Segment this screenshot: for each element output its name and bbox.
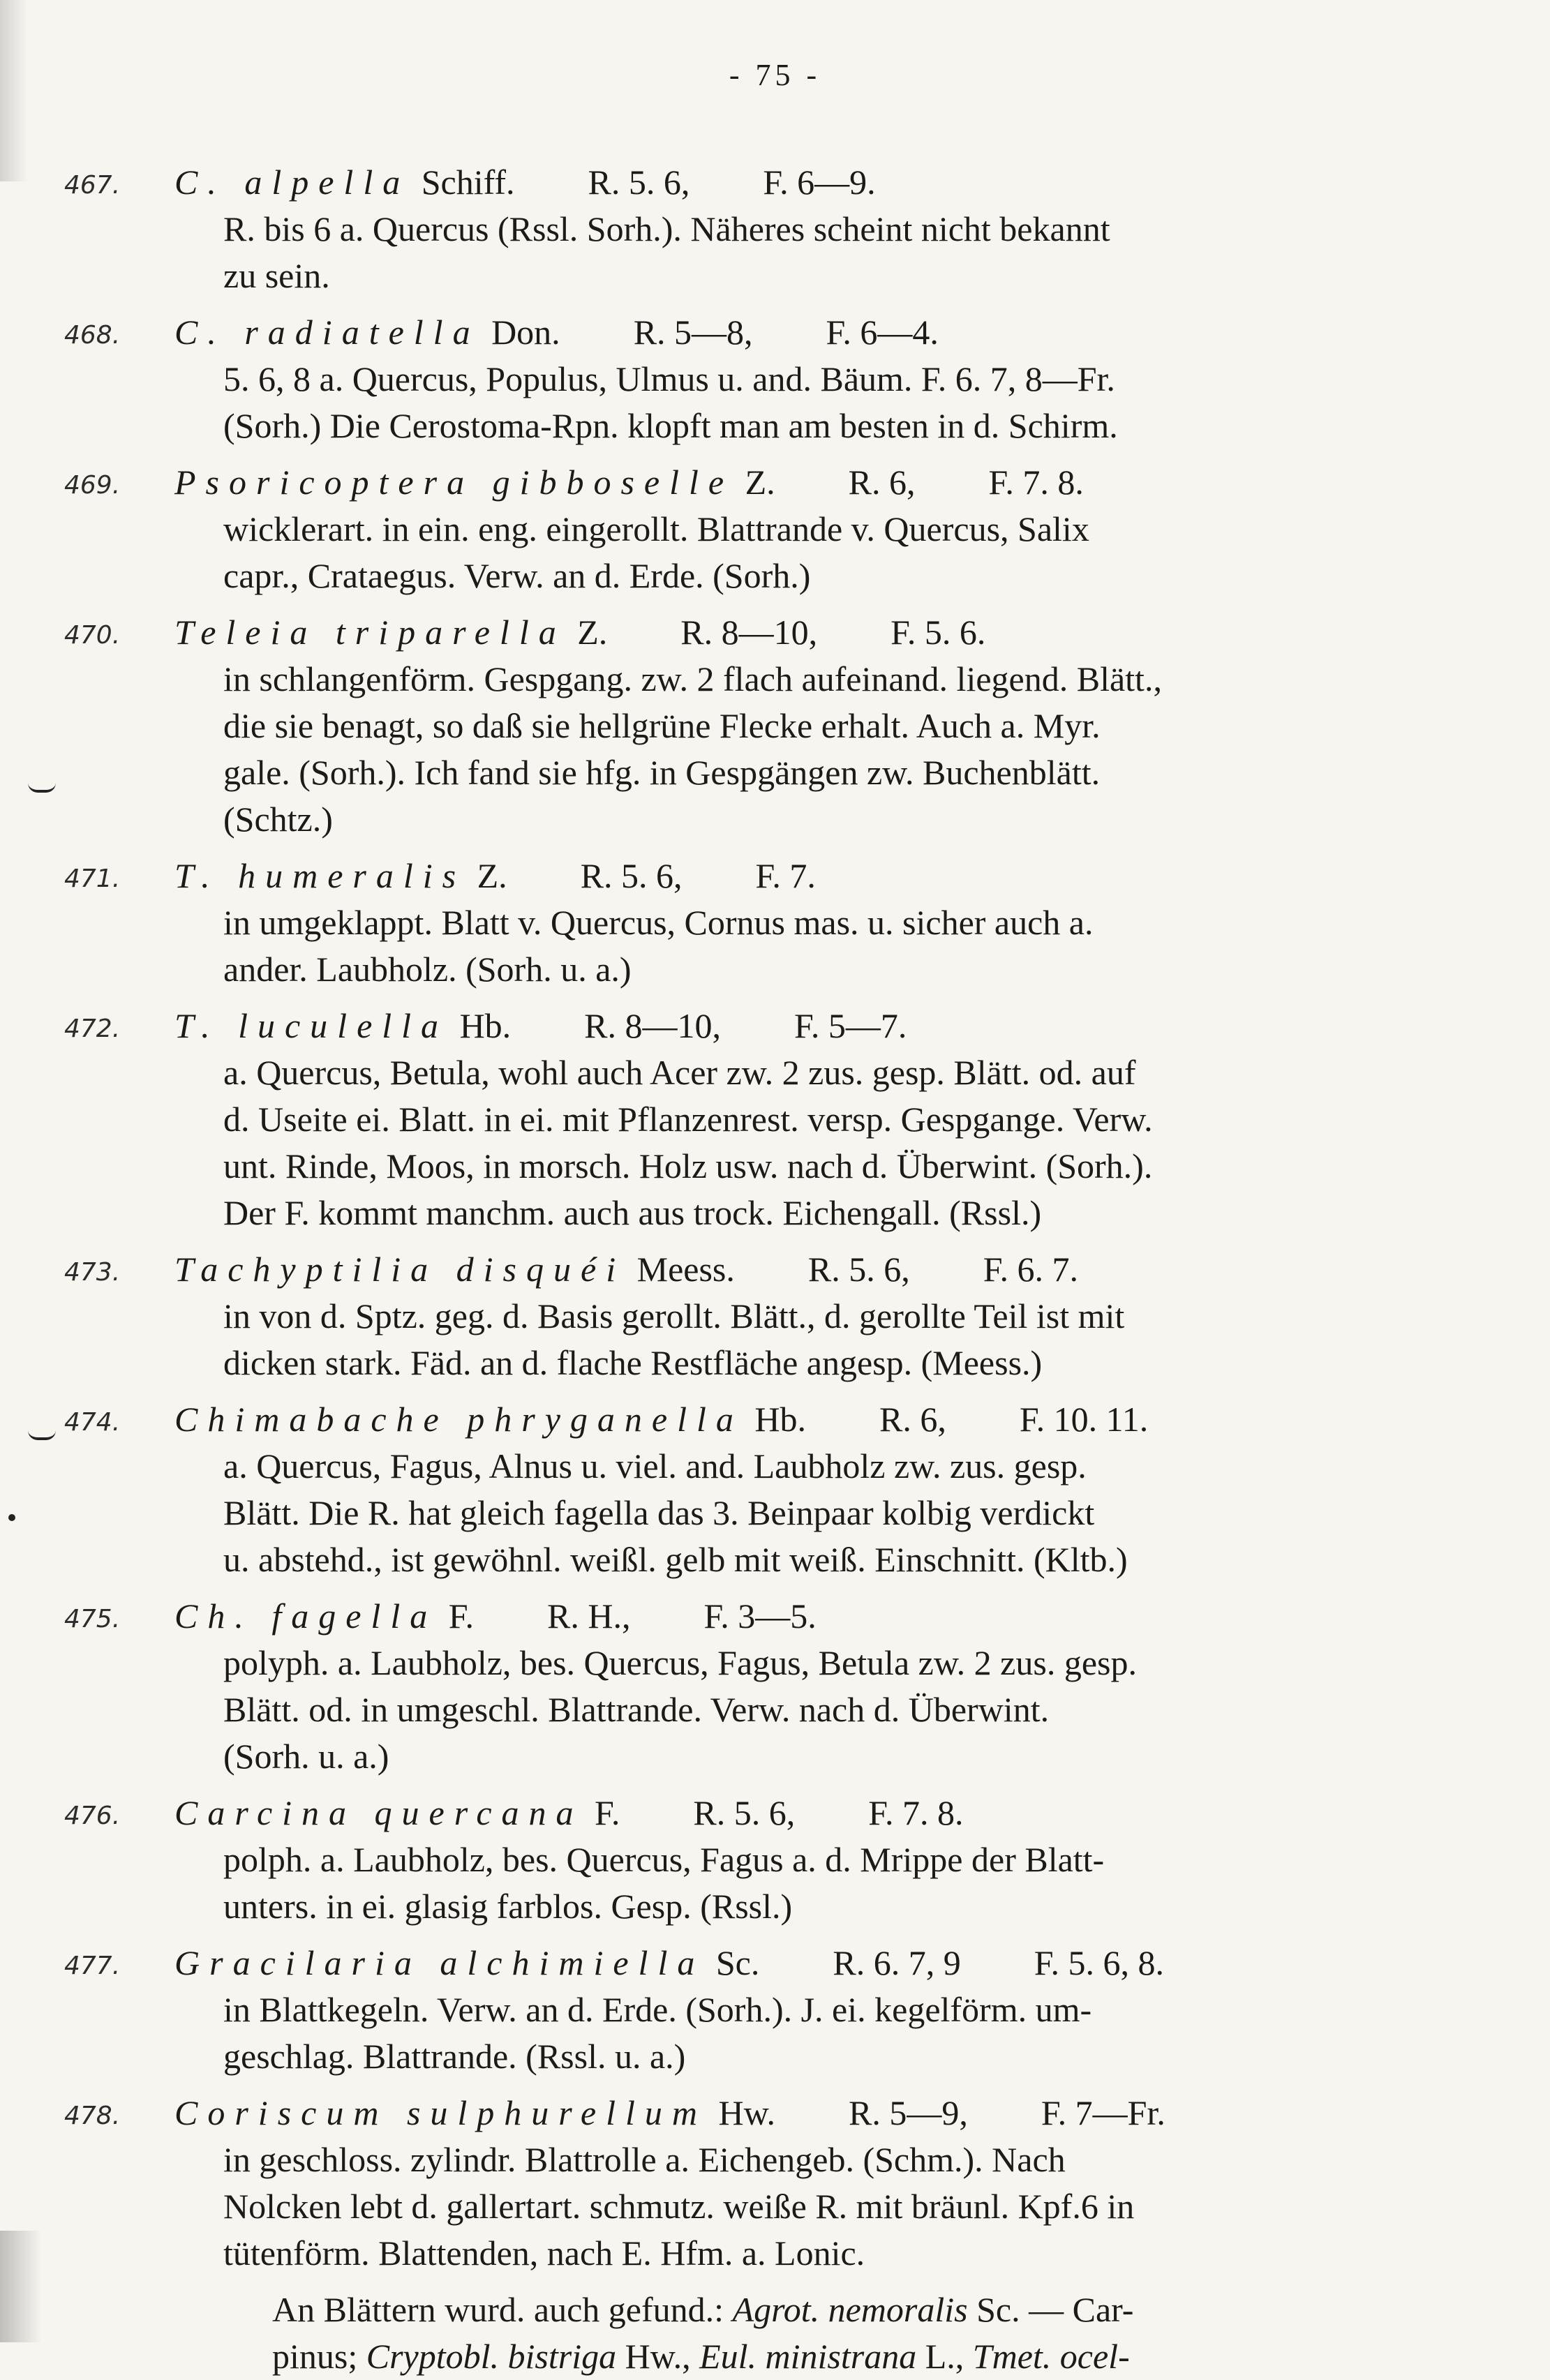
handwritten-number: 471. [64, 865, 121, 893]
moth-period: F. 7—Fr. [1041, 2093, 1165, 2132]
entry-body [223, 899, 1452, 993]
page-number: - 75 - [729, 58, 821, 92]
entry-heading [64, 1003, 1452, 1049]
entry-line: dicken stark. Fäd. an d. flache Restfläche angesp. (Meess.) [223, 1343, 1043, 1382]
note-author: Hw., [625, 2337, 691, 2376]
note-line [272, 2333, 1452, 2380]
note-prefix: An Blättern wurd. auch gefund.: [272, 2290, 724, 2329]
entry-heading [64, 609, 1452, 656]
entry-line: a. Quercus, Betula, wohl auch Acer zw. 2 zus. gesp. Blätt. od. auf [223, 1053, 1136, 1092]
note-text: pinus; [272, 2337, 358, 2376]
entry-line: unters. in ei. glasig farblos. Gesp. (Rssl.) [223, 1887, 793, 1926]
note-species: Eul. ministrana [699, 2337, 917, 2376]
species-entry [64, 1790, 1452, 1930]
entry-heading [64, 159, 1452, 206]
entry-line: wicklerart. in ein. eng. eingerollt. Blattrande v. Quercus, Salix [223, 509, 1089, 548]
note-author: L., [925, 2337, 964, 2376]
species-entry [64, 1593, 1452, 1780]
taxon-name: C. alpella [174, 163, 410, 202]
taxon-name: Tachyptilia disquéi [174, 1250, 626, 1289]
larva-period: R. H., [547, 1596, 631, 1636]
larva-period: R. 5—9, [848, 2093, 968, 2132]
handwritten-number: 475. [64, 1605, 121, 1633]
larva-period: R. 6, [879, 1400, 946, 1439]
species-entry [64, 2090, 1452, 2277]
larva-period: R. 6, [848, 463, 916, 502]
entry-line: die sie benagt, so daß sie hellgrüne Flecke erhalt. Auch a. Myr. [223, 706, 1101, 745]
handwritten-number: 468. [64, 321, 121, 350]
larva-period: R. 5. 6, [580, 856, 683, 895]
entry-heading [64, 309, 1452, 356]
entry-line: (Schtz.) [223, 800, 333, 839]
species-entry [64, 1940, 1452, 2080]
handwritten-number: 477. [64, 1952, 121, 1980]
moth-period: F. 5. 6, 8. [1034, 1943, 1165, 1982]
taxon-name: T. humeralis [174, 856, 466, 895]
entry-heading [64, 1246, 1452, 1293]
entry-line: tütenförm. Blattenden, nach E. Hfm. a. Lonic. [223, 2233, 865, 2273]
entry-body [223, 656, 1452, 843]
species-entry [64, 609, 1452, 843]
margin-dot [8, 1514, 15, 1521]
entry-line: Blätt. od. in umgeschl. Blattrande. Verw. nach d. Überwint. [223, 1690, 1050, 1729]
taxon-name: Carcina quercana [174, 1793, 583, 1832]
entry-line: in schlangenförm. Gespgang. zw. 2 flach aufeinand. liegend. Blätt., [223, 659, 1162, 698]
entry-heading [64, 1790, 1452, 1836]
taxon-name: Ch. fagella [174, 1596, 438, 1636]
entry-line: Der F. kommt manchm. auch aus trock. Eichengall. (Rssl.) [223, 1193, 1042, 1232]
entry-line: in umgeklappt. Blatt v. Quercus, Cornus mas. u. sicher auch a. [223, 903, 1094, 942]
note-author: Sc. — Car- [976, 2290, 1134, 2329]
margin-mark-2 [28, 1430, 56, 1440]
entry-line: in geschloss. zylindr. Blattrolle a. Eichengeb. (Schm.). Nach [223, 2140, 1066, 2179]
entry-line: gale. (Sorh.). Ich fand sie hfg. in Gespgängen zw. Buchenblätt. [223, 753, 1101, 792]
moth-period: F. 7. 8. [868, 1793, 964, 1832]
handwritten-number: 470. [64, 621, 121, 650]
taxon-author: Don. [491, 313, 560, 352]
taxon-author: Hb. [754, 1400, 806, 1439]
species-entry [64, 1396, 1452, 1583]
entry-line: u. abstehd., ist gewöhnl. weißl. gelb mit weiß. Einschnitt. (Kltb.) [223, 1540, 1128, 1579]
larva-period: R. 5. 6, [807, 1250, 910, 1289]
note-species: Cryptobl. bistriga [366, 2337, 617, 2376]
taxon-author: Hw. [718, 2093, 775, 2132]
entry-body [223, 2136, 1452, 2277]
taxon-author: F. [595, 1793, 620, 1832]
note-species: Tmet. ocel- [972, 2337, 1130, 2376]
entry-body [223, 356, 1452, 449]
entry-body [223, 1049, 1452, 1236]
entry-line: capr., Crataegus. Verw. an d. Erde. (Sorh.) [223, 556, 811, 595]
taxon-name: T. luculella [174, 1006, 449, 1045]
entry-line: R. bis 6 a. Quercus (Rssl. Sorh.). Näheres scheint nicht bekannt [223, 209, 1110, 248]
entry-line: zu sein. [223, 256, 330, 295]
entry-line: a. Quercus, Fagus, Alnus u. viel. and. Laubholz zw. zus. gesp. [223, 1446, 1087, 1485]
taxon-name: Teleia triparella [174, 613, 566, 652]
entry-heading [64, 1593, 1452, 1640]
entry-line: Blätt. Die R. hat gleich fagella das 3. Beinpaar kolbig verdickt [223, 1493, 1095, 1532]
taxon-author: Schiff. [421, 163, 515, 202]
entry-body [223, 1986, 1452, 2080]
entry-line: d. Useite ei. Blatt. in ei. mit Pflanzenrest. versp. Gespgange. Verw. [223, 1100, 1153, 1139]
taxon-author: Z. [745, 463, 775, 502]
handwritten-number: 478. [64, 2102, 121, 2130]
entry-line: in Blattkegeln. Verw. an d. Erde. (Sorh.). J. ei. kegelförm. um- [223, 1990, 1092, 2029]
taxon-author: Z. [477, 856, 507, 895]
handwritten-number: 473. [64, 1258, 121, 1287]
entry-body [223, 1836, 1452, 1930]
moth-period: F. 3—5. [703, 1596, 817, 1636]
taxon-author: Sc. [715, 1943, 760, 1982]
taxon-name: Chimabache phryganella [174, 1400, 743, 1439]
entry-line: unt. Rinde, Moos, in morsch. Holz usw. nach d. Überwint. (Sorh.). [223, 1146, 1153, 1185]
note-species: Agrot. nemoralis [732, 2290, 968, 2329]
taxon-name: Coriscum sulphurellum [174, 2093, 707, 2132]
entry-body [223, 506, 1452, 599]
moth-period: F. 5—7. [794, 1006, 907, 1045]
moth-period: F. 5. 6. [890, 613, 986, 652]
species-entry [64, 159, 1452, 299]
margin-mark-1 [28, 783, 56, 793]
taxon-name: Gracilaria alchimiella [174, 1943, 705, 1982]
taxon-author: Hb. [459, 1006, 512, 1045]
species-entry [64, 1246, 1452, 1386]
taxon-author: Meess. [636, 1250, 735, 1289]
taxon-name: C. radiatella [174, 313, 480, 352]
handwritten-number: 472. [64, 1015, 121, 1043]
entry-line: ander. Laubholz. (Sorh. u. a.) [223, 950, 632, 989]
larva-period: R. 6. 7, 9 [833, 1943, 961, 1982]
entry-line: geschlag. Blattrande. (Rssl. u. a.) [223, 2037, 686, 2076]
entry-heading [64, 1940, 1452, 1986]
larva-period: R. 8—10, [680, 613, 818, 652]
species-entry [64, 1003, 1452, 1236]
entry-body [223, 1293, 1452, 1386]
entry-body [223, 1640, 1452, 1780]
entry-line: in von d. Sptz. geg. d. Basis gerollt. Blätt., d. gerollte Teil ist mit [223, 1296, 1125, 1335]
moth-period: F. 6—4. [826, 313, 939, 352]
larva-period: R. 8—10, [584, 1006, 722, 1045]
entry-heading [64, 1396, 1452, 1443]
entry-line: polyph. a. Laubholz, bes. Quercus, Fagus, Betula zw. 2 zus. gesp. [223, 1643, 1137, 1682]
moth-period: F. 10. 11. [1019, 1400, 1149, 1439]
taxon-author: Z. [577, 613, 608, 652]
handwritten-number: 467. [64, 171, 121, 200]
taxon-name: Psoricoptera gibboselle [174, 463, 734, 502]
handwritten-number: 474. [64, 1408, 121, 1437]
species-entry [64, 459, 1452, 599]
handwritten-number: 469. [64, 471, 121, 500]
moth-period: F. 6—9. [763, 163, 876, 202]
handwritten-number: 476. [64, 1802, 121, 1830]
entry-body [223, 1443, 1452, 1583]
entry-line: 5. 6, 8 a. Quercus, Populus, Ulmus u. and. Bäum. F. 6. 7, 8—Fr. [223, 359, 1115, 398]
entry-heading [64, 853, 1452, 899]
moth-period: F. 7. [755, 856, 816, 895]
larva-period: R. 5. 6, [693, 1793, 796, 1832]
entry-line: polph. a. Laubholz, bes. Quercus, Fagus a. d. Mrippe der Blatt- [223, 1840, 1105, 1879]
note-paragraph [272, 2287, 1452, 2380]
species-entry [64, 309, 1452, 449]
entry-heading [64, 459, 1452, 506]
entry-heading [64, 2090, 1452, 2136]
larva-period: R. 5. 6, [588, 163, 690, 202]
entry-line: (Sorh. u. a.) [223, 1737, 389, 1776]
note-line [272, 2287, 1452, 2333]
taxon-author: F. [448, 1596, 475, 1636]
species-entry [64, 853, 1452, 993]
entry-line: Nolcken lebt d. gallertart. schmutz. weiße R. mit bräunl. Kpf.6 in [223, 2187, 1135, 2226]
scan-shadow-bottom [0, 2231, 42, 2342]
entry-line: (Sorh.) Die Cerostoma-Rpn. klopft man am besten in d. Schirm. [223, 406, 1118, 445]
entries-list [64, 159, 1452, 2380]
moth-period: F. 7. 8. [988, 463, 1084, 502]
moth-period: F. 6. 7. [983, 1250, 1079, 1289]
entry-body [223, 206, 1452, 299]
larva-period: R. 5—8, [633, 313, 753, 352]
